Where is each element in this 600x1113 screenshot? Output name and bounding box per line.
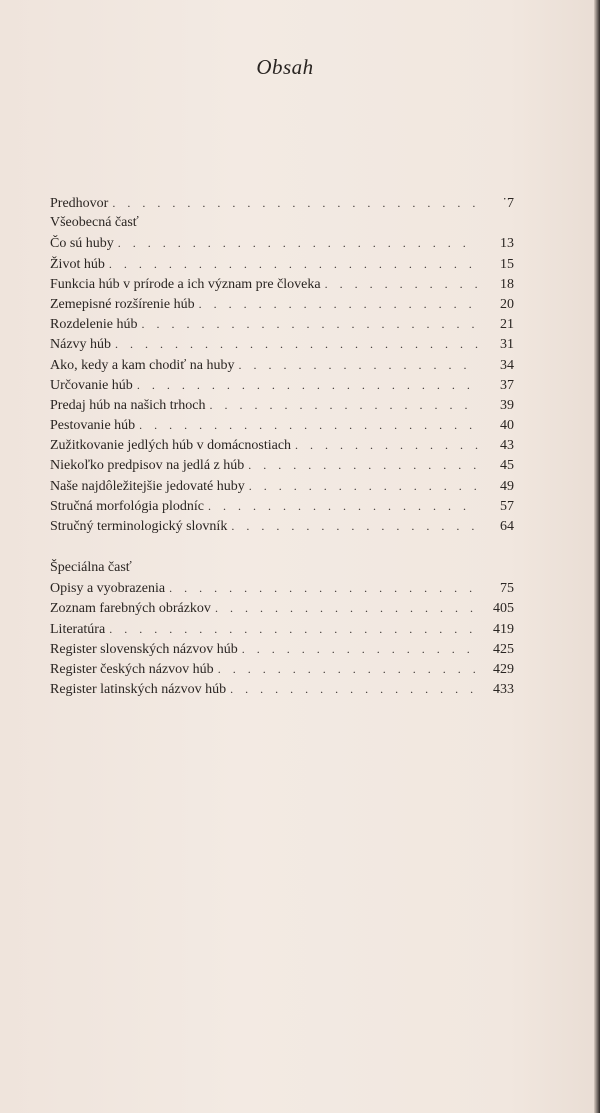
toc-leader-dots xyxy=(231,516,478,536)
toc-leader-dots xyxy=(137,375,478,395)
toc-entry xyxy=(50,679,514,699)
toc-entry xyxy=(50,578,514,598)
toc-entry-page: 18 xyxy=(500,276,514,292)
toc-entry xyxy=(50,355,514,375)
toc-entry-label: Opisy a vyobrazenia xyxy=(50,581,166,597)
toc-leader-dots xyxy=(141,314,478,334)
toc-leader-dots xyxy=(210,395,478,415)
toc-leader-dots xyxy=(230,679,478,699)
toc-entry-page: 37 xyxy=(500,377,514,393)
toc-entry-label: Stručná morfológia plodníc xyxy=(50,498,204,514)
toc-entry-label: Predaj húb na našich trhoch xyxy=(50,397,206,413)
section-heading: Špeciálna časť xyxy=(50,560,132,575)
toc-entry-label: Zoznam farebných obrázkov xyxy=(50,601,211,617)
toc-entry-label: Ako, kedy a kam chodiť na huby xyxy=(50,357,235,373)
toc-entry-label: Naše najdôležitejšie jedovaté huby xyxy=(50,478,245,494)
toc-leader-dots xyxy=(109,254,478,274)
toc-entry-label: Všeobecná časť xyxy=(50,215,139,231)
toc-entry-label: Funkcia húb v prírode a ich význam pre človeka xyxy=(50,276,321,292)
toc-leader-dots xyxy=(238,355,478,375)
toc-entry-page: ˙7 xyxy=(502,196,514,211)
toc-leader-dots xyxy=(249,476,478,496)
toc-entry xyxy=(50,193,514,213)
toc-entry-page: 31 xyxy=(500,337,514,353)
toc-entry-page: 57 xyxy=(500,498,514,514)
toc-entry-label: Život húb xyxy=(50,256,105,272)
toc-entry-page: 405 xyxy=(493,601,514,617)
toc-entry xyxy=(50,294,514,314)
toc-entry xyxy=(50,516,514,536)
toc-entry-label: Názvy húb xyxy=(50,337,112,353)
page-edge xyxy=(594,0,600,1113)
toc-entry xyxy=(50,455,514,475)
toc-leader-dots xyxy=(325,274,478,294)
toc-entry xyxy=(50,639,514,659)
toc-entry xyxy=(50,334,514,354)
toc-entry xyxy=(50,314,514,334)
toc-entry xyxy=(50,476,514,496)
toc-entry-label: Pestovanie húb xyxy=(50,418,136,434)
toc-entry-page: 75 xyxy=(500,581,514,597)
toc-entry-label: Niekoľko predpisov na jedlá z húb xyxy=(50,458,245,474)
page-title: Obsah xyxy=(256,55,314,79)
toc-leader-dots xyxy=(112,193,478,213)
toc-leader-dots xyxy=(248,455,478,475)
toc-entry xyxy=(50,435,514,455)
toc-special-section xyxy=(50,558,514,699)
toc-entry xyxy=(50,274,514,294)
toc-entry xyxy=(50,213,514,233)
toc-entry xyxy=(50,233,514,253)
toc-entry-page: 40 xyxy=(500,418,514,434)
toc-entry-page: 20 xyxy=(500,296,514,312)
toc-entry-label: Predhovor xyxy=(50,196,109,211)
toc-entry xyxy=(50,659,514,679)
toc-entry-label: Stručný terminologický slovník xyxy=(50,519,228,534)
toc-entry-page: 419 xyxy=(493,621,514,637)
toc-entry-label: Zemepisné rozšírenie húb xyxy=(50,296,195,312)
toc-entry xyxy=(50,395,514,415)
toc-entry xyxy=(50,619,514,639)
toc-entry-page: 64 xyxy=(500,519,514,534)
toc-entry-page: 49 xyxy=(500,478,514,494)
toc-leader-dots xyxy=(118,233,478,253)
toc-leader-dots xyxy=(199,294,478,314)
toc-leader-dots xyxy=(242,639,478,659)
toc-leader-dots xyxy=(295,435,478,455)
toc-entry-page: 13 xyxy=(500,236,514,252)
toc-entry-page: 34 xyxy=(500,357,514,373)
toc-leader-dots xyxy=(218,659,478,679)
toc-leader-dots xyxy=(109,619,478,639)
toc-entry xyxy=(50,415,514,435)
toc-entry-label: Čo sú huby xyxy=(50,236,114,252)
toc-entry-page: 425 xyxy=(493,641,514,657)
toc-entry xyxy=(50,254,514,274)
toc-general-section xyxy=(50,193,514,536)
toc-entry-page: 43 xyxy=(500,438,514,454)
toc-entry-label: Register latinských názvov húb xyxy=(50,682,227,698)
toc-leader-dots xyxy=(215,598,478,618)
toc-entry-page: 45 xyxy=(500,458,514,474)
toc-entry-label: Zužitkovanie jedlých húb v domácnostiach xyxy=(50,438,292,454)
toc-entry-page: 433 xyxy=(493,682,514,698)
toc-leader-dots xyxy=(115,334,478,354)
toc-entry xyxy=(50,496,514,516)
toc-entry xyxy=(50,598,514,618)
toc-entry-label: Rozdelenie húb xyxy=(50,317,138,333)
toc-entry-label: Literatúra xyxy=(50,621,106,637)
toc-leader-dots xyxy=(169,578,478,598)
toc-entry xyxy=(50,375,514,395)
toc-entry-page: 21 xyxy=(500,317,514,333)
toc-entry-label: Určovanie húb xyxy=(50,377,133,393)
toc-entry-label: Register českých názvov húb xyxy=(50,661,214,677)
toc-leader-dots xyxy=(208,496,478,516)
toc-leader-dots xyxy=(139,415,478,435)
toc-entry-label: Register slovenských názvov húb xyxy=(50,641,238,657)
toc-entry-page: 15 xyxy=(500,256,514,272)
toc-entry-page: 429 xyxy=(493,661,514,677)
toc-entry-page: 39 xyxy=(500,397,514,413)
